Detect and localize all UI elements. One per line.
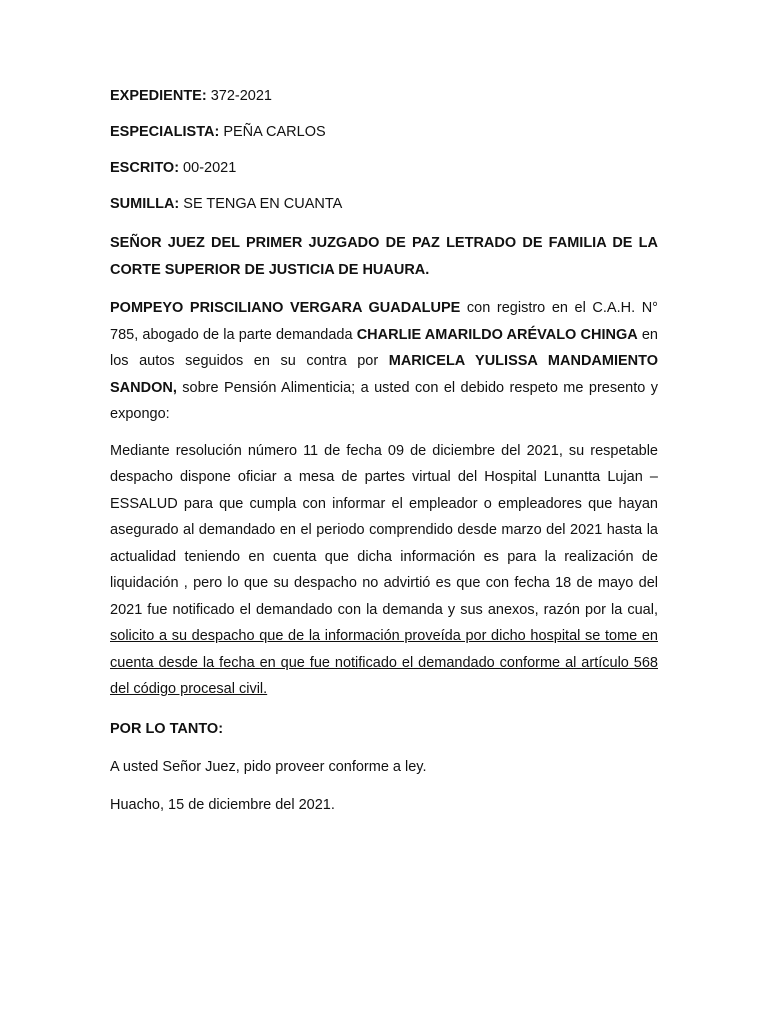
sumilla-label: SUMILLA: (110, 196, 180, 212)
expediente-value: 372-2021 (206, 88, 272, 104)
legal-document (110, 84, 658, 817)
intro-text-3: sobre Pensión Alimenticia; a usted con el debido respeto me presento y expongo: (110, 379, 658, 422)
por-lo-tanto-heading: POR LO TANTO: (110, 720, 224, 737)
sumilla-value: SE TENGA EN CUANTA (179, 196, 343, 212)
addressee-paragraph: SEÑOR JUEZ DEL PRIMER JUZGADO DE PAZ LETRADO DE FAMILIA DE LA CORTE SUPERIOR DE JUSTICIA DE HUAURA. (110, 235, 658, 278)
especialista-line (110, 120, 658, 144)
escrito-label: ESCRITO: (110, 160, 180, 176)
lawyer-name: POMPEYO PRISCILIANO VERGARA GUADALUPE (110, 300, 461, 316)
intro-text-1: con registro en el C.A.H. N° 785, abogado de la parte demandada (110, 300, 658, 343)
body-text: Mediante resolución número 11 de fecha 09 de diciembre del 2021, su respetable despacho dispone oficiar a mesa de partes virtual del Hospital Lunantta Lujan – ESSALUD para que cumpla con informar el empleador o empleadores que hayan asegurado al demandado en el periodo comprendido desde marzo del 2021 hasta la actualidad teniendo en cuenta que dicha información es para la realización de liquidación , pero lo que su despacho no advirtió es que con fecha 18 de mayo del 2021 fue notificado el demandado con la demanda y sus anexos, razón por la cual, (110, 442, 658, 618)
escrito-line (110, 156, 658, 180)
petition-line: A usted Señor Juez, pido proveer conforme a ley. (110, 758, 427, 775)
intro-paragraph (110, 295, 658, 428)
especialista-label: ESPECIALISTA: (110, 124, 220, 140)
body-paragraph (110, 438, 658, 703)
underlined-request: solicito a su despacho que de la información proveída por dicho hospital se tome en cuenta desde la fecha en que fue notificado el demandado conforme al artículo 568 del código procesal civil. (110, 628, 658, 697)
escrito-value: 00-2021 (179, 160, 237, 176)
place-date-line: Huacho, 15 de diciembre del 2021. (110, 796, 335, 813)
expediente-label: EXPEDIENTE: (110, 88, 207, 104)
expediente-line (110, 84, 658, 108)
intro-text-2: en los autos seguidos en su contra por (110, 326, 658, 369)
defendant-name: CHARLIE AMARILDO ARÉVALO CHINGA (356, 326, 638, 343)
plaintiff-name: MARICELA YULISSA MANDAMIENTO SANDON, (110, 353, 659, 396)
especialista-value: PEÑA CARLOS (219, 124, 326, 140)
sumilla-line (110, 192, 658, 216)
